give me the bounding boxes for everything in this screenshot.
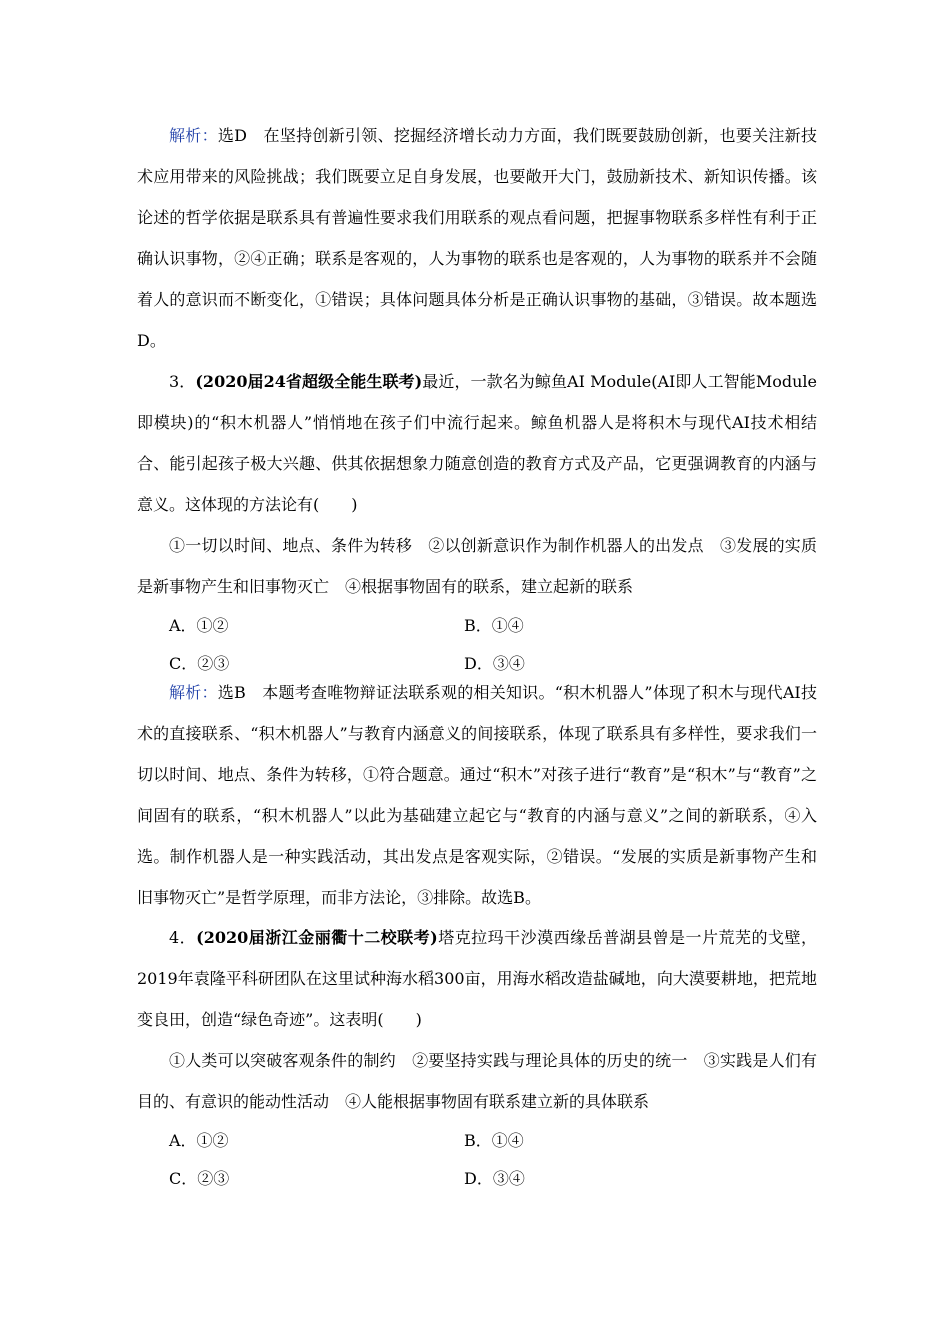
- options-row-2: [137, 1160, 817, 1198]
- option-c: C．②③: [169, 1169, 230, 1188]
- options-row-1: [137, 1122, 817, 1160]
- question-number: 3．: [169, 372, 196, 391]
- option-b: B．①④: [464, 616, 524, 635]
- analysis-paragraph: [137, 672, 817, 918]
- analysis-text: 选B 本题考查唯物辩证法联系观的相关知识。“积木机器人”体现了积木与现代AI技术的直接联系、“积木机器人”与教育内涵意义的间接联系，体现了联系具有多样性，要求我们一切以时间、地点、条件为转移，①符合题意。通过“积木”对孩子进行“教育”是“积木”与“教育”之间固有的联系，“积木机器人”以此为基础建立起它与“教育的内涵与意义”之间的新联系，④入选。制作机器人是一种实践活动，其出发点是客观实际，②错误。“发展的实质是新事物产生和旧事物灭亡”是哲学原理，而非方法论，③排除。故选B。: [137, 683, 817, 907]
- option-d: D．③④: [464, 654, 525, 673]
- question-source: (2020届浙江金丽衢十二校联考): [196, 928, 438, 947]
- question-4: [137, 917, 817, 1198]
- option-b: B．①④: [464, 1131, 524, 1150]
- analysis-block-1: [137, 115, 817, 361]
- option-c: C．②③: [169, 654, 230, 673]
- question-stem: [137, 917, 817, 1040]
- question-stem: [137, 361, 817, 525]
- option-a: A．①②: [169, 616, 229, 635]
- question-text: 最近，一款名为鲸鱼AI Module(AI即人工智能Module即模块)的“积木机器人”悄悄地在孩子们中流行起来。鲸鱼机器人是将积木与现代AI技术相结合、能引起孩子极大兴趣、供其依据想象力随意创造的教育方式及产品，它更强调教育的内涵与意义。这体现的方法论有( ): [137, 372, 817, 514]
- analysis-label: 解析：: [169, 126, 218, 145]
- options-row-1: [137, 607, 817, 645]
- analysis-paragraph: [137, 115, 817, 361]
- analysis-block-3: [137, 672, 817, 918]
- question-3: [137, 361, 817, 683]
- analysis-text: 选D 在坚持创新引领、挖掘经济增长动力方面，我们既要鼓励创新，也要关注新技术应用带来的风险挑战；我们既要立足自身发展，也要敞开大门，鼓励新技术、新知识传播。该论述的哲学依据是联系具有普遍性要求我们用联系的观点看问题，把握事物联系多样性有利于正确认识事物，②④正确；联系是客观的，人为事物的联系也是客观的，人为事物的联系并不会随着人的意识而不断变化，①错误；具体问题具体分析是正确认识事物的基础，③错误。故本题选D。: [137, 126, 817, 350]
- question-statements: ①人类可以突破客观条件的制约 ②要坚持实践与理论具体的历史的统一 ③实践是人们有目的、有意识的能动性活动 ④人能根据事物固有联系建立新的具体联系: [137, 1051, 817, 1111]
- option-d: D．③④: [464, 1169, 525, 1188]
- question-source: (2020届24省超级全能生联考): [195, 372, 423, 391]
- question-statements: ①一切以时间、地点、条件为转移 ②以创新意识作为制作机器人的出发点 ③发展的实质是新事物产生和旧事物灭亡 ④根据事物固有的联系，建立起新的联系: [137, 536, 817, 596]
- option-a: A．①②: [169, 1131, 229, 1150]
- analysis-label: 解析：: [169, 683, 218, 702]
- question-number: 4．: [169, 928, 197, 947]
- question-text: 塔克拉玛干沙漠西缘岳普湖县曾是一片荒芜的戈壁，2019年袁隆平科研团队在这里试种海水稻300亩，用海水稻改造盐碱地，向大漠要耕地，把荒地变良田，创造“绿色奇迹”。这表明( ): [137, 928, 817, 1029]
